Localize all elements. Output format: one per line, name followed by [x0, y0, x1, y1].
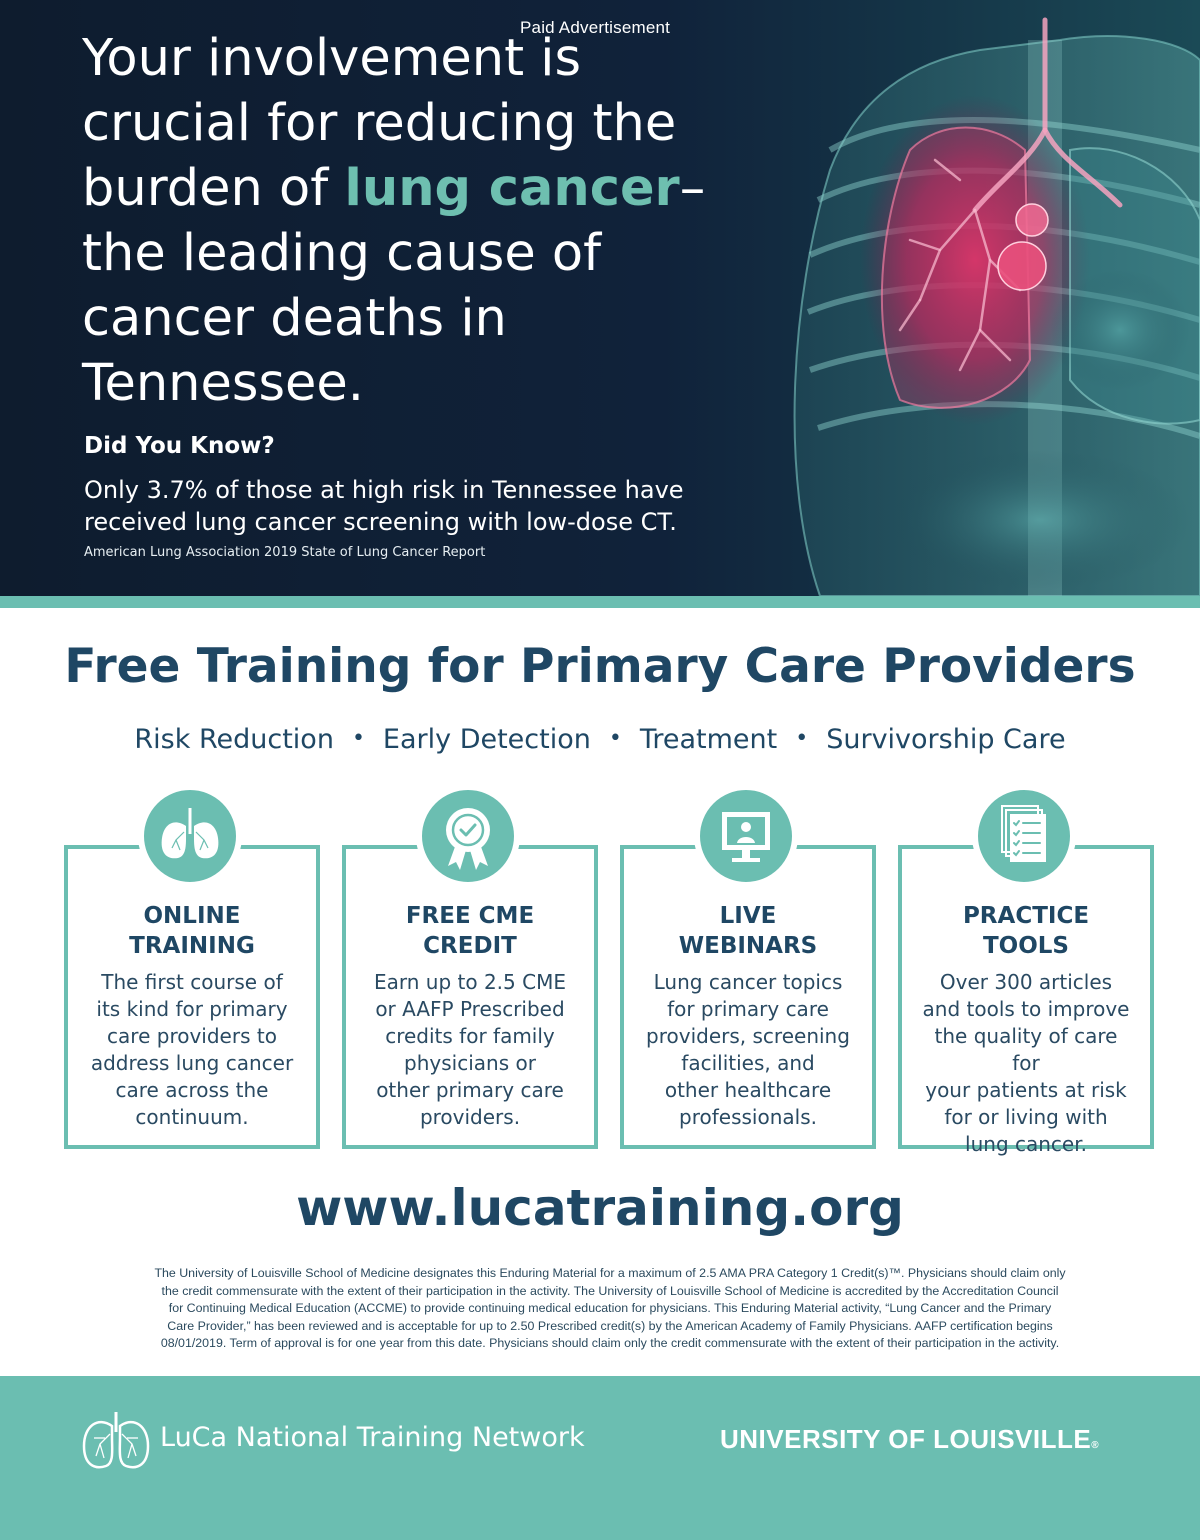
card-body [920, 969, 1132, 1158]
document-checklist-icon [972, 784, 1076, 888]
card-body-line: Over 300 articles [939, 970, 1113, 994]
did-you-know-source: American Lung Association 2019 State of Lung Cancer Report [84, 545, 486, 560]
headline-line-2: crucial for reducing the [82, 94, 677, 153]
card-body-line: providers, screening [646, 1024, 850, 1048]
disclaimer-line: for Continuing Medical Education (ACCME) to provide continuing medical education for physicians. This Enduring Material activity, “Lung Cancer and the Primary [168, 1301, 1052, 1315]
headline-line-4: the leading cause of [82, 224, 602, 283]
card-body-line: professionals. [679, 1105, 817, 1129]
card-body-line: The first course of [101, 970, 283, 994]
card-body-line: Lung cancer topics [653, 970, 843, 994]
card-body-line: address lung cancer [90, 1051, 294, 1075]
topic-bullet: • [795, 726, 809, 751]
headline-line-1: Your involvement is [82, 29, 582, 88]
card-online-training [64, 845, 320, 1149]
card-body-line: credits for family [385, 1024, 555, 1048]
card-body [86, 969, 298, 1131]
luca-network-name: LuCa National Training Network [160, 1422, 585, 1453]
did-you-know-body [84, 474, 744, 538]
card-body-line: physicians or [404, 1051, 536, 1075]
footer [0, 1376, 1200, 1540]
card-title [902, 901, 1150, 961]
did-you-know-title: Did You Know? [84, 433, 275, 459]
card-title-line-1: ONLINE [143, 903, 241, 929]
topic-early-detection: Early Detection [382, 724, 591, 755]
did-you-know-line-2: received lung cancer screening with low-dose CT. [84, 508, 677, 536]
website-link[interactable]: www.lucatraining.org [296, 1179, 904, 1237]
card-title-line-1: PRACTICE [962, 903, 1090, 929]
card-body-line: or AAFP Prescribed [375, 997, 565, 1021]
cme-disclaimer [70, 1265, 1150, 1353]
card-body-line: facilities, and [681, 1051, 815, 1075]
headline-line-3-prefix: burden of [82, 159, 345, 218]
registered-mark: ® [1091, 1440, 1100, 1451]
training-title: Free Training for Primary Care Providers [64, 639, 1136, 694]
lungs-icon [138, 784, 242, 888]
topic-bullet: • [351, 726, 365, 751]
divider-strip [0, 596, 1200, 608]
topic-survivorship-care: Survivorship Care [826, 724, 1066, 755]
topic-treatment: Treatment [639, 724, 778, 755]
card-practice-tools [898, 845, 1154, 1156]
card-body-line: Earn up to 2.5 CME [374, 970, 566, 994]
card-body-line: care providers to [107, 1024, 277, 1048]
topic-bullet: • [608, 726, 622, 751]
card-title-line-2: TRAINING [129, 933, 255, 959]
card-body-line: your patients at risk [925, 1078, 1127, 1102]
luca-lungs-logo-icon [80, 1408, 152, 1472]
card-free-cme-credit [342, 845, 598, 1149]
disclaimer-line: 08/01/2019. Term of approval is for one year from this date. Physicians should claim only the credit commensurate with the extent of their participation in the activity. [160, 1336, 1060, 1350]
card-title-line-1: FREE CME [405, 903, 535, 929]
did-you-know-line-1: Only 3.7% of those at high risk in Tennessee have [84, 476, 684, 504]
disclaimer-line: The University of Louisville School of Medicine designates this Enduring Material for a maximum of 2.5 AMA PRA Category 1 Credit(s)™. Physicians should claim only [154, 1266, 1066, 1280]
headline-line-5: cancer deaths in Tennessee. [82, 289, 507, 413]
lung-anatomy-illustration [760, 0, 1200, 596]
card-body-line: other primary care [376, 1078, 564, 1102]
disclaimer-line: the credit commensurate with the extent of their participation in the activity. The University of Louisville School of Medicine is accredited by the Accreditation Council [161, 1283, 1059, 1298]
card-title [624, 901, 872, 961]
card-body-line: for primary care [667, 997, 829, 1021]
card-title-line-2: TOOLS [982, 933, 1069, 959]
disclaimer-line: Care Provider,” has been reviewed and is acceptable for up to 2.50 Prescribed credit(s) by the American Academy of Family Physicians. AAFP certification begins [167, 1318, 1053, 1333]
card-body-line: continuum. [135, 1105, 249, 1129]
card-title [68, 901, 316, 961]
headline-line-3-suffix: – [679, 159, 706, 218]
card-body-line: the quality of care for [934, 1024, 1118, 1075]
card-body-line: other healthcare [664, 1078, 832, 1102]
card-body-line: lung cancer. [965, 1132, 1087, 1156]
training-topics [0, 720, 1200, 762]
headline-highlight: lung cancer [344, 159, 680, 218]
university-name: UNIVERSITY OF LOUISVILLE [720, 1424, 1092, 1454]
card-title-line-2: WEBINARS [678, 933, 818, 959]
card-body [642, 969, 854, 1131]
card-live-webinars [620, 845, 876, 1149]
card-body-line: for or living with [944, 1105, 1108, 1129]
university-of-louisville-logo [720, 1424, 1099, 1455]
paid-advertisement-label: Paid Advertisement [520, 18, 671, 37]
award-ribbon-icon [416, 784, 520, 888]
card-body-line: care across the [115, 1078, 269, 1102]
card-body-line: and tools to improve [922, 997, 1130, 1021]
webinar-monitor-icon [694, 784, 798, 888]
headline [82, 26, 782, 416]
card-title [346, 901, 594, 961]
card-body [364, 969, 576, 1131]
hero-banner [0, 0, 1200, 596]
card-title-line-1: LIVE [719, 903, 777, 929]
card-title-line-2: CREDIT [423, 933, 517, 959]
card-body-line: providers. [419, 1105, 521, 1129]
topic-risk-reduction: Risk Reduction [134, 724, 334, 755]
card-body-line: its kind for primary [96, 997, 288, 1021]
